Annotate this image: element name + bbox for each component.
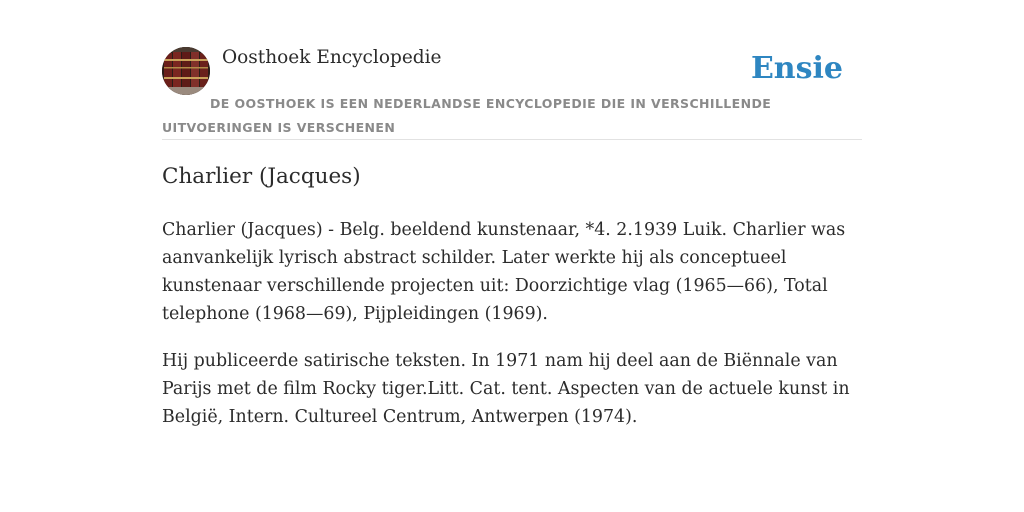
article-title: Charlier (Jacques) xyxy=(162,164,361,189)
article-paragraph: Hij publiceerde satirische teksten. In 1971 nam hij deel aan de Biënnale van Parijs met de film Rocky tiger.Litt. Cat. tent. Aspecten van de actuele kunst in België, Intern. Cultureel Centrum, Antwerpen (1974). xyxy=(162,351,850,427)
site-tagline: DE OOSTHOEK IS EEN NEDERLANDSE ENCYCLOPEDIE DIE IN VERSCHILLENDE UITVOERINGEN IS VERSCHENEN xyxy=(162,96,772,135)
article-paragraph: Charlier (Jacques) - Belg. beeldend kunstenaar, *4. 2.1939 Luik. Charlier was aanvankelijk lyrisch abstract schilder. Later werkte hij als conceptueel kunstenaar verschillende projecten uit: Doorzichtige vlag (1965—66), Total telephone (1968—69), Pijpleidingen (1969). xyxy=(162,220,846,324)
brand-logo-link[interactable]: Ensie xyxy=(750,51,843,86)
site-header xyxy=(162,44,862,140)
encyclopedia-books-icon[interactable] xyxy=(162,47,210,95)
site-title-link[interactable]: Oosthoek Encyclopedie xyxy=(222,47,442,68)
article-body xyxy=(162,216,862,450)
